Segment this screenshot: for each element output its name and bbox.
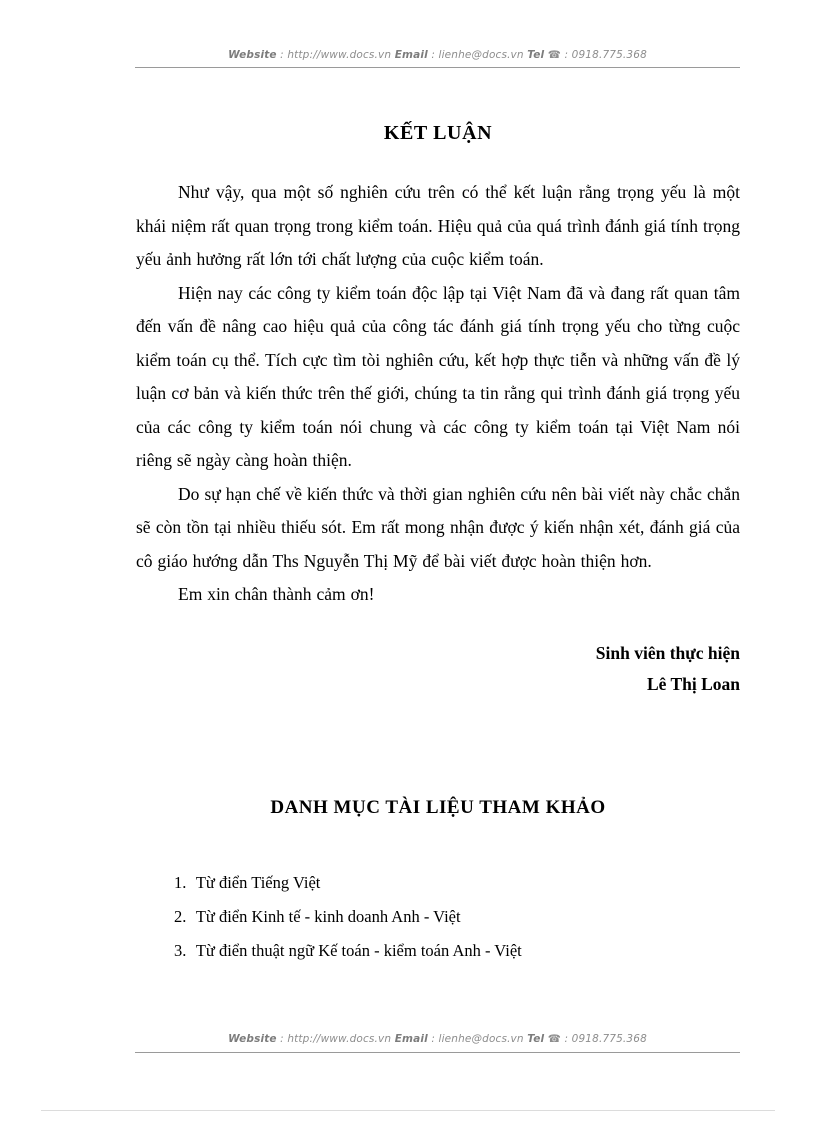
footer-email-value: : lienhe@docs.vn [431, 1033, 524, 1045]
page-footer [135, 1031, 740, 1055]
reference-number: 1. [174, 873, 187, 892]
header-divider [135, 67, 740, 68]
header-website-value: : http://www.docs.vn [280, 49, 392, 61]
page-bottom-rule [41, 1110, 775, 1111]
document-body [136, 120, 740, 700]
header-email-value: : lienhe@docs.vn [431, 49, 524, 61]
references-list [136, 866, 740, 968]
reference-text: Từ điển Tiếng Việt [195, 873, 321, 892]
header-tel-value: : 0918.775.368 [564, 49, 647, 61]
reference-number: 2. [174, 907, 187, 926]
page-title: KẾT LUẬN [383, 122, 493, 144]
conclusion-paragraph-1: Như vậy, qua một số nghiên cứu trên có thể kết luận rằng trọng yếu là một khái niệm rất quan trọng trong kiểm toán. Hiệu quả của quá trình đánh giá tính trọng yếu ảnh hưởng rất lớn tới chất lượng của cuộc kiểm toán. [136, 182, 740, 269]
signature-role: Sinh viên thực hiện [595, 642, 740, 663]
list-item [174, 866, 740, 900]
reference-text: Từ điển Kinh tế - kinh doanh Anh - Việt [195, 907, 461, 926]
references-section [136, 795, 740, 968]
signature-block [136, 638, 740, 700]
footer-tel-label: Tel [527, 1033, 545, 1045]
reference-text: Từ điển thuật ngữ Kế toán - kiểm toán Anh - Việt [195, 941, 522, 960]
references-title: DANH MỤC TÀI LIỆU THAM KHẢO [270, 797, 606, 818]
footer-tel-value: : 0918.775.368 [564, 1033, 647, 1045]
signature-name: Lê Thị Loan [646, 673, 740, 694]
page-header-text [135, 47, 740, 63]
list-item [174, 900, 740, 934]
header-website-label: Website [228, 49, 277, 61]
list-item [174, 934, 740, 968]
header-email-label: Email [394, 49, 428, 61]
header-tel-label: Tel [527, 49, 545, 61]
footer-website-value: : http://www.docs.vn [280, 1033, 392, 1045]
footer-email-label: Email [394, 1033, 428, 1045]
conclusion-paragraph-2: Hiện nay các công ty kiểm toán độc lập tại Việt Nam đã và đang rất quan tâm đến vấn đề nâng cao hiệu quả của công tác đánh giá tính trọng yếu cho từng cuộc kiểm toán cụ thể. Tích cực tìm tòi nghiên cứu, kết hợp thực tiễn và những vấn đề lý luận cơ bản và kiến thức trên thế giới, chúng ta tin rằng qui trình đánh giá trọng yếu của các công ty kiểm toán nói chung và các công ty kiểm toán tại Việt Nam nói riêng sẽ ngày càng hoàn thiện. [136, 282, 740, 470]
conclusion-paragraph-3: Do sự hạn chế về kiến thức và thời gian nghiên cứu nên bài viết này chắc chắn sẽ còn tồn tại nhiều thiếu sót. Em rất mong nhận được ý kiến nhận xét, đánh giá của cô giáo hướng dẫn Ths Nguyễn Thị Mỹ để bài viết được hoàn thiện hơn. [136, 483, 740, 571]
page-footer-text [135, 1031, 740, 1047]
thanks-line: Em xin chân thành cảm ơn! [178, 584, 375, 604]
reference-number: 3. [174, 941, 187, 960]
footer-divider [135, 1052, 740, 1053]
page-header [135, 47, 740, 71]
telephone-icon: ☎ [547, 49, 561, 61]
telephone-icon: ☎ [547, 1033, 561, 1045]
footer-website-label: Website [228, 1033, 277, 1045]
